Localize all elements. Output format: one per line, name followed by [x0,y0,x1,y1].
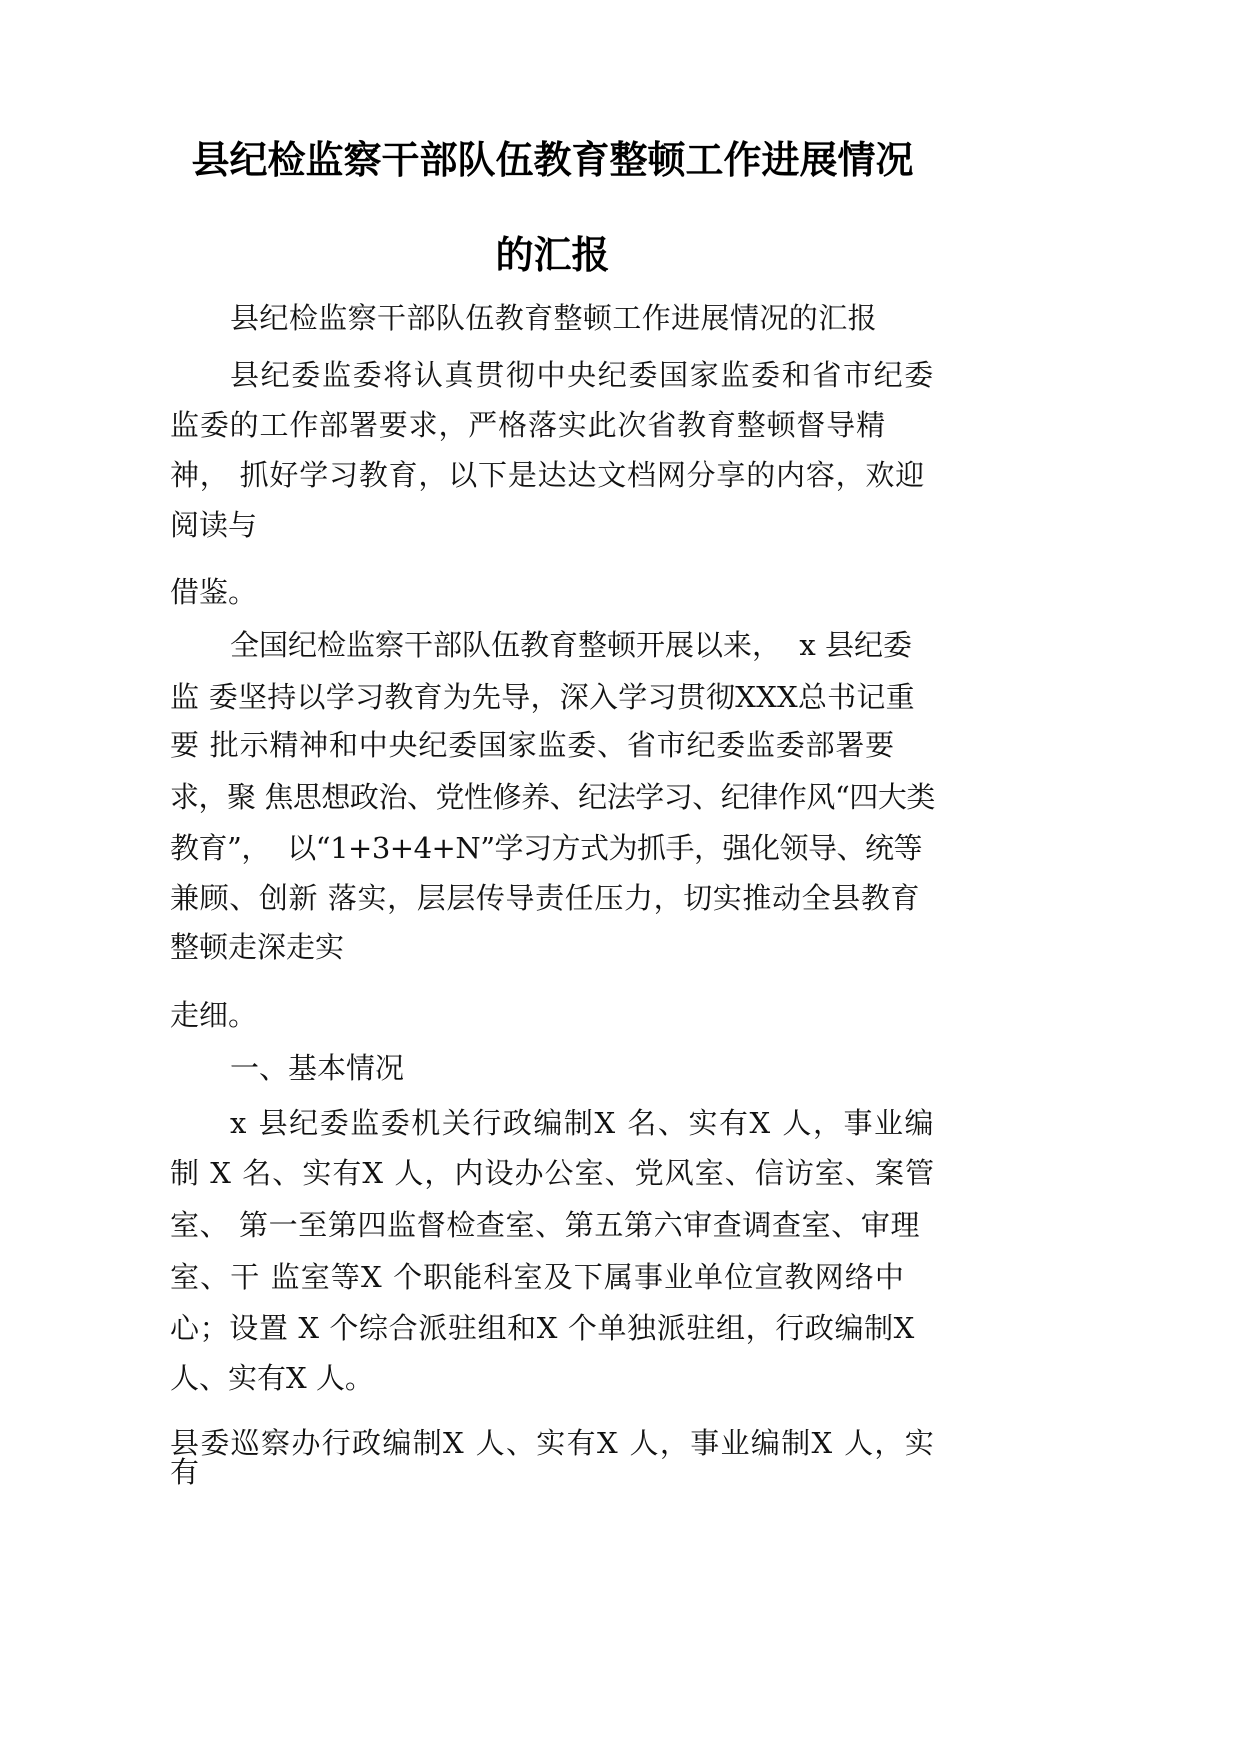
body-line: 全国纪检监察干部队伍教育整顿开展以来， x 县纪委 [230,628,913,662]
body-line: 借鉴。 [170,575,258,609]
body-line: 县委巡察办行政编制X 人、实有X 人，事业编制X 人，实 [170,1426,936,1460]
body-line: 走细。 [170,998,258,1032]
document-title-line-2: 的汇报 [495,233,610,277]
body-line: 教育”， 以“1+3+4+N”学习方式为抓手，强化领导、统等 [170,831,923,865]
body-line: 求，聚 焦思想政治、党性修养、纪法学习、纪律作风“四大类 [170,780,935,814]
body-line: 室、干 监室等X 个职能科室及下属事业单位宣教网络中 [170,1260,905,1294]
body-line: 制 X 名、实有X 人，内设办公室、党风室、信访室、案管 [170,1156,936,1190]
section-heading-text: 一、基本情况 [230,1051,405,1085]
document-title-line-1: 县纪检监察干部队伍教育整顿工作进展情况 [191,138,914,182]
body-line: 阅读与 [170,508,258,542]
body-line: 要 批示精神和中央纪委国家监委、省市纪委监委部署要 [170,728,895,762]
body-line: 心；设置 X 个综合派驻组和X 个单独派驻组，行政编制X [170,1311,915,1345]
body-line: 有 [170,1455,200,1489]
body-line: 县纪委监委将认真贯彻中央纪委国家监委和省市纪委 [230,358,935,392]
body-line: 神， 抓好学习教育，以下是达达文档网分享的内容，欢迎 [170,458,926,492]
body-line: 监委的工作部署要求，严格落实此次省教育整顿督导精 [170,408,886,442]
body-line: 人、实有X 人。 [170,1361,374,1395]
body-line: 县纪检监察干部队伍教育整顿工作进展情况的汇报 [230,301,878,335]
body-line: 兼顾、创新 落实，层层传导责任压力，切实推动全县教育 [170,881,921,915]
body-line: x 县纪委监委机关行政编制X 名、实有X 人，事业编 [230,1106,936,1140]
body-line: 监 委坚持以学习教育为先导，深入学习贯彻XXX总书记重 [170,680,915,714]
body-line: 整顿走深走实 [170,930,345,964]
body-line: 室、 第一至第四监督检查室、第五第六审查调查室、审理 [170,1208,921,1242]
